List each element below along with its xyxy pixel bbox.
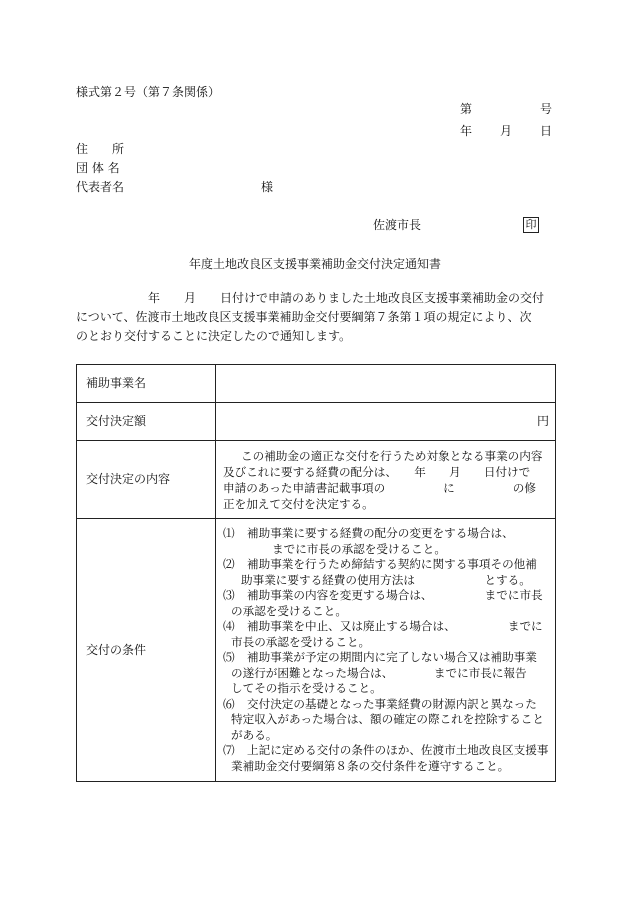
condition-text: 補助事業が予定の期間内に完了しない場合又は補助事業 (247, 650, 537, 664)
condition-continuation: の遂行が困難となった場合は、 までに市長に報告 (231, 665, 527, 680)
notice-body (76, 290, 556, 347)
condition-item (223, 619, 549, 635)
issuer-name: 佐渡市長 (373, 218, 422, 232)
recipient-block (76, 141, 273, 198)
issuer (373, 217, 539, 233)
recipient-representative (76, 179, 273, 198)
condition-item (223, 650, 549, 666)
condition-number: ⑶ (223, 588, 235, 602)
condition-continuation: 市長の承認を受けること。 (231, 634, 371, 649)
conditions-value (216, 519, 556, 782)
content-line: 及びこれに要する経費の配分は、 年 月 日付けで (223, 464, 531, 479)
content-line: 正を加えて交付を決定する。 (223, 496, 374, 511)
recipient-group (76, 160, 273, 179)
content-line: この補助金の適正な交付を行うため対象となる事業の内容 (241, 448, 543, 463)
table-row-conditions (77, 519, 556, 782)
decision-content-label: 交付決定の内容 (77, 441, 216, 519)
issue-date (460, 123, 552, 145)
decision-table (76, 364, 556, 782)
body-line: について、佐渡市土地改良区支援事業補助金交付要綱第７条第１項の規定により、次 (76, 310, 532, 324)
project-name-value (216, 365, 556, 403)
recipient-address (76, 141, 273, 160)
date-day: 日 (539, 124, 552, 138)
condition-text: 補助事業を中止、又は廃止する場合は、 までに (247, 619, 543, 633)
form-number: 様式第２号（第７条関係） (76, 85, 221, 99)
document-number (460, 101, 552, 123)
condition-continuation: がある。 (231, 727, 278, 742)
condition-number: ⑷ (223, 619, 235, 633)
table-row-amount (77, 403, 556, 441)
conditions-label: 交付の条件 (77, 519, 216, 782)
condition-number: ⑹ (223, 696, 235, 711)
condition-number: ⑸ (223, 650, 235, 664)
body-line: 年 月 日付けで申請のありました土地改良区支援事業補助金の交付 (76, 291, 545, 305)
conditions-list (223, 526, 549, 774)
condition-continuation: の承認を受けること。 (231, 603, 347, 618)
document-number-date (460, 101, 552, 145)
condition-continuation: 助事業に要する経費の使用方法は とする。 (241, 572, 531, 587)
document-number-prefix: 第 (460, 102, 473, 116)
condition-item (223, 697, 549, 713)
decision-content-value (216, 441, 556, 519)
document-title: 年度土地改良区支援事業補助金交付決定通知書 (188, 257, 441, 271)
condition-text: 補助事業の内容を変更する場合は、 までに市長 (247, 588, 543, 602)
date-month: 月 (499, 124, 512, 138)
yen-unit: 円 (536, 414, 549, 429)
condition-item (223, 526, 549, 542)
condition-continuation: までに市長の承認を受けること。 (272, 541, 446, 556)
seal-icon: 印 (523, 217, 539, 233)
condition-number: ⑺ (223, 743, 235, 757)
condition-item (223, 557, 549, 573)
content-line: 申請のあった申請書記載事項の に の修 (223, 480, 536, 495)
condition-text: 上記に定める交付の条件のほか、佐渡市土地改良区支援事 (247, 743, 549, 757)
condition-item (223, 588, 549, 604)
condition-text: 補助事業に要する経費の配分の変更をする場合は、 (247, 526, 514, 540)
document-number-suffix: 号 (539, 102, 552, 116)
honorific: 様 (261, 180, 274, 194)
decision-amount-label: 交付決定額 (77, 403, 216, 441)
condition-item (223, 743, 549, 759)
representative-label: 代表者名 (76, 180, 125, 194)
condition-continuation: 業補助金交付要綱第８条の交付条件を遵守すること。 (231, 758, 510, 773)
condition-text: 補助事業を行うため締結する契約に関する事項その他補 (247, 557, 537, 571)
project-name-label: 補助事業名 (77, 365, 216, 403)
date-year: 年 (460, 124, 473, 138)
body-line: のとおり交付することに決定したので通知します。 (76, 329, 352, 343)
condition-continuation: 特定収入があった場合は、額の確定の際これを控除すること (231, 712, 544, 726)
condition-continuation: してその指示を受けること。 (231, 681, 382, 695)
decision-amount-value (216, 403, 556, 441)
group-name-label: 団 体 名 (76, 161, 120, 175)
table-row-project-name (77, 365, 556, 403)
condition-number: ⑴ (223, 526, 235, 540)
address-label: 住 所 (76, 142, 125, 156)
table-row-content (77, 441, 556, 519)
condition-number: ⑵ (223, 557, 235, 571)
condition-text: 交付決定の基礎となった事業経費の財源内訳と異なった (247, 696, 537, 711)
